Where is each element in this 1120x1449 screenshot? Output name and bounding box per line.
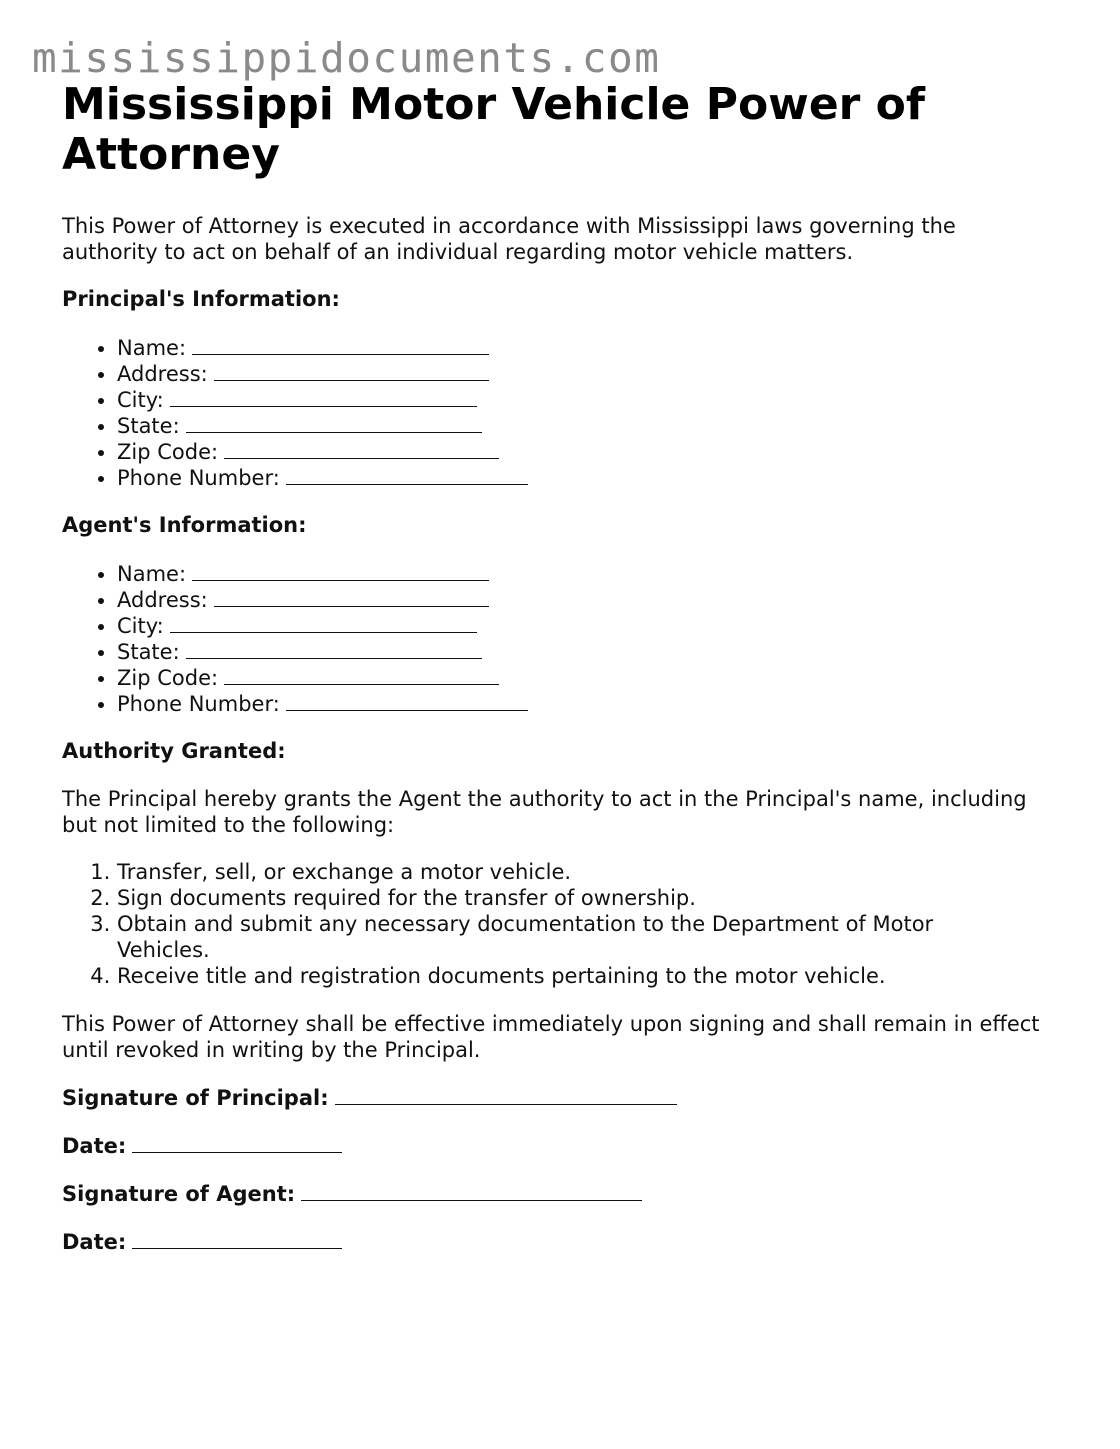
- blank-line: [186, 413, 482, 433]
- blank-line: [286, 691, 528, 711]
- blank-line: [132, 1133, 342, 1153]
- principal-signature-line: [62, 1085, 1052, 1111]
- agent-signature-line: [62, 1181, 1052, 1207]
- signature-label: Signature of Principal:: [62, 1086, 329, 1110]
- agent-address-field: [117, 587, 1052, 613]
- principal-date-line: [62, 1133, 1052, 1159]
- blank-line: [335, 1085, 677, 1105]
- blank-line: [214, 587, 489, 607]
- authority-item: 4. Receive title and registration documents pertaining to the motor vehicle.: [117, 963, 1027, 989]
- principal-address-field: [117, 361, 1052, 387]
- field-label: State:: [117, 640, 180, 664]
- field-label: Zip Code:: [117, 440, 219, 464]
- field-label: Zip Code:: [117, 666, 219, 690]
- blank-line: [170, 387, 477, 407]
- authority-heading: Authority Granted:: [62, 739, 286, 763]
- field-label: Phone Number:: [117, 466, 280, 490]
- agent-city-field: [117, 613, 1052, 639]
- authority-list: [62, 859, 1027, 989]
- blank-line: [192, 561, 489, 581]
- field-label: City:: [117, 388, 164, 412]
- date-label: Date:: [62, 1230, 127, 1254]
- blank-line: [214, 361, 489, 381]
- agent-name-field: [117, 561, 1052, 587]
- principal-zip-field: [117, 439, 1052, 465]
- document-body: [62, 80, 1052, 1255]
- blank-line: [186, 639, 482, 659]
- authority-intro: The Principal hereby grants the Agent the authority to act in the Principal's name, including but not limited to the following:: [62, 787, 1027, 837]
- principal-state-field: [117, 413, 1052, 439]
- intro-paragraph: This Power of Attorney is executed in accordance with Mississippi laws governing the authority to act on behalf of an individual regarding motor vehicle matters.: [62, 214, 956, 264]
- principal-city-field: [117, 387, 1052, 413]
- field-label: Name:: [117, 336, 187, 360]
- blank-line: [132, 1229, 342, 1249]
- blank-line: [301, 1181, 642, 1201]
- field-label: Name:: [117, 562, 187, 586]
- agent-phone-field: [117, 691, 1052, 717]
- agent-date-line: [62, 1229, 1052, 1255]
- blank-line: [170, 613, 477, 633]
- site-watermark: mississippidocuments.com: [32, 34, 661, 82]
- field-label: State:: [117, 414, 180, 438]
- date-label: Date:: [62, 1134, 127, 1158]
- principal-info-list: [62, 335, 1052, 491]
- authority-item: 2. Sign documents required for the transfer of ownership.: [117, 885, 1027, 911]
- field-label: City:: [117, 614, 164, 638]
- principal-name-field: [117, 335, 1052, 361]
- blank-line: [224, 665, 499, 685]
- blank-line: [192, 335, 489, 355]
- agent-info-heading: Agent's Information:: [62, 513, 307, 537]
- principal-info-heading: Principal's Information:: [62, 287, 340, 311]
- authority-item: 3. Obtain and submit any necessary documentation to the Department of Motor Vehicles.: [117, 911, 1027, 963]
- agent-info-list: [62, 561, 1052, 717]
- field-label: Address:: [117, 362, 208, 386]
- blank-line: [286, 465, 528, 485]
- principal-phone-field: [117, 465, 1052, 491]
- agent-zip-field: [117, 665, 1052, 691]
- document-title: Mississippi Motor Vehicle Power of Attorney: [62, 79, 926, 180]
- blank-line: [224, 439, 499, 459]
- authority-item: 1. Transfer, sell, or exchange a motor vehicle.: [117, 859, 1027, 885]
- field-label: Address:: [117, 588, 208, 612]
- agent-state-field: [117, 639, 1052, 665]
- effective-clause: This Power of Attorney shall be effective immediately upon signing and shall remain in effect until revoked in writing by the Principal.: [62, 1012, 1040, 1062]
- signature-label: Signature of Agent:: [62, 1182, 296, 1206]
- field-label: Phone Number:: [117, 692, 280, 716]
